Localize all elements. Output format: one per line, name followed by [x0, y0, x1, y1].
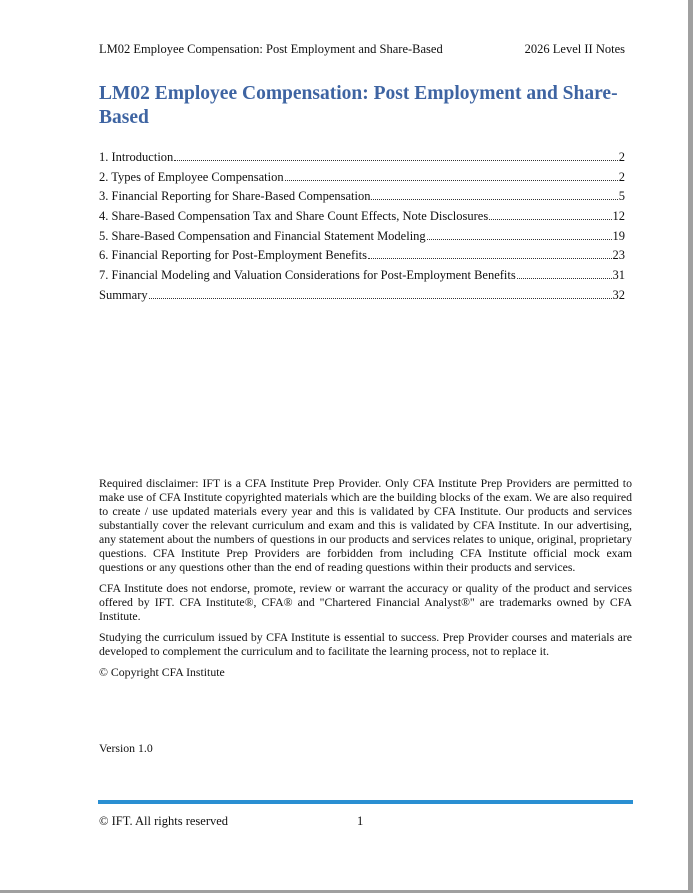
toc-label: 2. Types of Employee Compensation	[99, 169, 284, 184]
footer-divider	[98, 800, 633, 804]
disclaimer-paragraph: Studying the curriculum issued by CFA Institute is essential to success. Prep Provider courses and materials are developed to complement the curriculum and to facilitate the learning process, not to replace it.	[99, 630, 632, 658]
toc-entry[interactable]	[99, 209, 625, 229]
toc-label: 7. Financial Modeling and Valuation Considerations for Post-Employment Benefits	[99, 268, 516, 283]
toc-entry[interactable]	[99, 189, 625, 209]
toc-label: 3. Financial Reporting for Share-Based Compensation	[99, 189, 371, 204]
document-title: LM02 Employee Compensation: Post Employment and Share-Based	[99, 83, 618, 128]
header-notes-label: 2026 Level II Notes	[524, 42, 625, 56]
toc-entry[interactable]	[99, 150, 625, 170]
toc-page: 32	[612, 287, 625, 302]
toc-label: 1. Introduction	[99, 150, 174, 164]
toc-leader	[427, 239, 612, 240]
toc-label: Summary	[99, 287, 148, 302]
toc-page: 31	[612, 268, 625, 283]
toc-page: 12	[612, 209, 625, 224]
toc-entry[interactable]	[99, 229, 625, 249]
toc-label: 6. Financial Reporting for Post-Employment Benefits	[99, 248, 368, 263]
toc-entry[interactable]	[99, 248, 625, 268]
version-label: Version 1.0	[99, 741, 153, 755]
toc-leader	[174, 160, 617, 161]
toc-page: 19	[612, 228, 625, 243]
table-of-contents	[99, 150, 625, 308]
toc-leader	[517, 278, 612, 279]
page-header	[99, 42, 625, 57]
toc-entry[interactable]	[99, 268, 625, 288]
toc-leader	[371, 199, 617, 200]
toc-page: 2	[618, 169, 625, 184]
toc-page: 23	[612, 248, 625, 263]
toc-page: 2	[618, 150, 625, 164]
header-title: LM02 Employee Compensation: Post Employment and Share-Based	[99, 42, 443, 56]
disclaimer-paragraph: Required disclaimer: IFT is a CFA Institute Prep Provider. Only CFA Institute Prep Providers are permitted to make use of CFA Institute copyrighted materials which are the building blocks of the exam. We are also required to create / use updated materials every year and this is validated by CFA Institute. Our products and services substantially cover the relevant curriculum and exam and this is validated by CFA Institute. In our advertising, any statement about the numbers of questions in our products and services relates to unique, original, proprietary questions. CFA Institute Prep Providers are forbidden from including CFA Institute official mock exam questions or any questions other than the end of reading questions within their products and services.	[99, 476, 632, 574]
toc-leader	[368, 258, 611, 259]
toc-entry[interactable]	[99, 288, 625, 308]
toc-leader	[489, 219, 611, 220]
disclaimer-paragraph: CFA Institute does not endorse, promote, review or warrant the accuracy or quality of the product and services offered by IFT. CFA Institute®, CFA® and "Chartered Financial Analyst®" are trademarks owned by CFA Institute.	[99, 581, 632, 623]
copyright-notice: © Copyright CFA Institute	[99, 665, 225, 679]
toc-entry[interactable]	[99, 170, 625, 190]
toc-label: 4. Share-Based Compensation Tax and Share Count Effects, Note Disclosures	[99, 209, 489, 224]
toc-leader	[149, 298, 612, 299]
toc-page: 5	[618, 189, 625, 204]
page-number: 1	[357, 814, 364, 828]
toc-label: 5. Share-Based Compensation and Financial Statement Modeling	[99, 228, 426, 243]
toc-leader	[285, 180, 618, 181]
footer-copyright: © IFT. All rights reserved	[99, 814, 229, 828]
disclaimer	[99, 476, 632, 686]
